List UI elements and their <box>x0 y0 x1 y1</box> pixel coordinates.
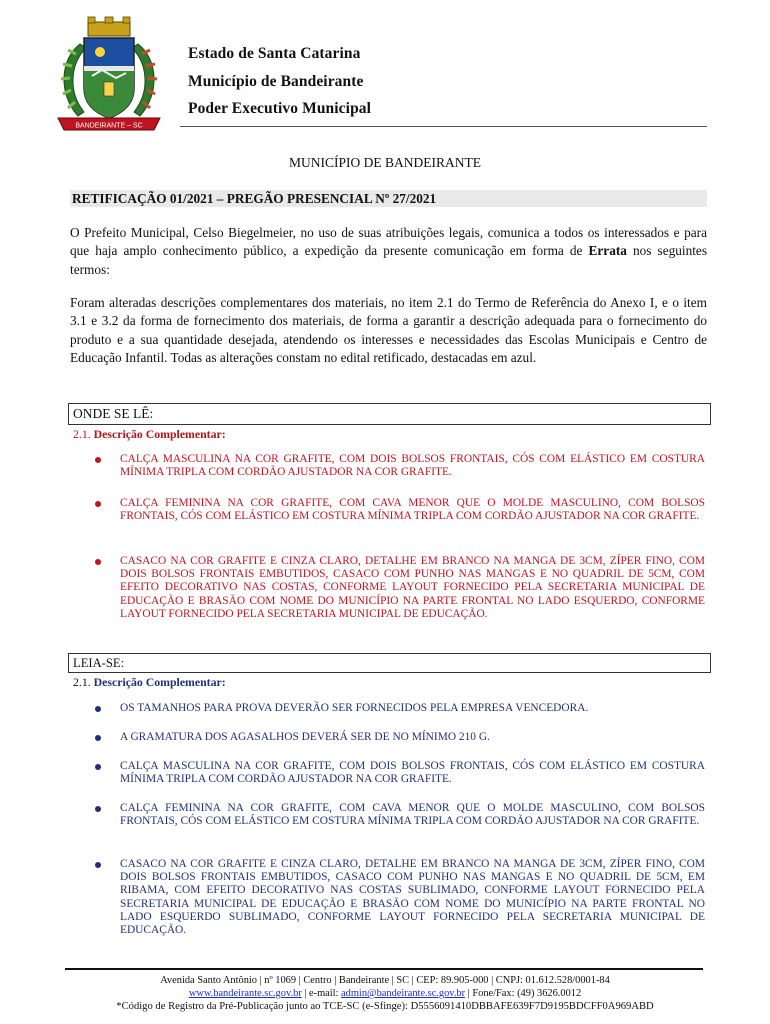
state-name: Estado de Santa Catarina <box>188 45 361 62</box>
executive-power: Poder Executivo Municipal <box>188 100 372 117</box>
header-titles <box>188 40 371 123</box>
onde-subheading: 2.1. Descrição Complementar: <box>73 427 226 441</box>
leia-se-heading: LEIA-SE: <box>68 653 711 673</box>
bullet-icon <box>95 806 101 812</box>
errata-bold: Errata <box>588 243 627 259</box>
crest-banner-text: BANDEIRANTE – SC <box>75 122 143 130</box>
footer-contacts: www.bandeirante.sc.gov.br | e-mail: admin@bandeirante.sc.gov.br | Fone/Fax: (49) 3626.0012 <box>188 988 582 999</box>
email-link[interactable]: admin@bandeirante.sc.gov.br <box>341 988 466 999</box>
bullet-icon <box>95 706 101 712</box>
document-page: BANDEIRANTE – SC Estado de Santa Catarina Município de Bandeirante Poder Executivo Municipal MUNICÍPIO DE BANDEIRANTE RETIFICAÇÃO 01/2021 – PREGÃO PRESENCIAL Nº 27/2021 O Prefeito Municipal, Celso Biegelmeier, no uso de suas atribuições legais, comunica a todos os interessados e para que haja amplo conhecimento público, a expedição da presente comunicação em forma de Errata nos seguintes termos: Foram alteradas descrições complementares dos materiais, no item 2.1 do Termo de Referência do Anexo I, e o item 3.1 e 3.2 da forma de fornecimento dos materiais, de forma a garantir a descrição adequada para o fornecimento do produto e a sua quantidade desejada, atendendo os interesses e necessidades das Escolas Municipais e Centro de Educação Infantil. Todas as alterações constam no edital retificado, destacadas em azul. ONDE SE LÊ: 2.1. Descrição Complementar: CALÇA MASCULINA NA COR GRAFITE, COM DOIS BOLSOS FRONTAIS, CÓS COM ELÁSTICO EM COSTURA MÍNIMA TRIPLA COM CORDÃO AJUSTADOR NA COR GRAFITE. CALÇA FEMININA NA COR GRAFITE, COM CAVA MENOR QUE O MOLDE MASCULINO, COM BOLSOS FRONTAIS, CÓS COM ELÁSTICO EM COSTURA MÍNIMA TRIPLA COM CORDÃO AJUSTADOR NA COR GRAFITE. CASACO NA COR GRAFITE E CINZA CLARO, DETALHE EM BRANCO NA MANGA DE 3CM, ZÍPER FINO, COM DOIS BOLSOS FRONTAIS EMBUTIDOS, CASACO COM PUNHO NAS MANGAS E NO QUADRIL DE 5CM, COM EFEITO DECORATIVO NAS COSTAS, CONFORME LAYOUT FORNECIDO PELA SECRETARIA MUNICIPAL DE EDUCAÇÃO E BRASÃO COM NOME DO MUNICÍPIO NA PARTE FRONTAL NO LADO ESQUERDO, CONFORME LAYOUT FORNECIDO PELA SECRETARIA MUNICIPAL DE EDUCAÇÃO. LEIA-SE: 2.1. Descrição Complementar: OS TAMANHOS PARA PROVA DEVERÃO SER FORNECIDOS PELA EMPRESA VENCEDORA. A GRAMATURA DOS AGASALHOS DEVERÁ SER DE NO MÍNIMO 210 G. CALÇA MASCULINA NA COR GRAFITE, COM DOIS BOLSOS FRONTAIS, CÓS COM ELÁSTICO EM COSTURA MÍNIMA TRIPLA COM CORDÃO AJUSTADOR NA COR GRAFITE. CALÇA FEMININA NA COR GRAFITE, COM CAVA MENOR QUE O MOLDE MASCULINO, COM BOLSOS FRONTAIS, CÓS COM ELÁSTICO EM COSTURA MÍNIMA TRIPLA COM CORDÃO AJUSTADOR NA COR GRAFITE. CASACO NA COR GRAFITE E CINZA CLARO, DETALHE EM BRANCO NA MANGA DE 3CM, ZÍPER FINO, COM DOIS BOLSOS FRONTAIS EMBUTIDOS, CASACO COM PUNHO NAS MANGAS E NO QUADRIL DE 5CM, EM RIBAMA, COM EFEITO DECORATIVO NAS COSTAS SUBLIMADO, CONFORME LAYOUT FORNECIDO PELA SECRETARIA MUNICIPAL DE EDUCAÇÃO E BRASÃO COM NOME DO MUNICÍPIO NA PARTE FRONTAL NO LADO ESQUERDO SUBLIMADO, CONFORME LAYOUT FORNECIDO PELA SECRETARIA MUNICIPAL DE EDUCAÇÃO. Avenida Santo Antônio | nº 1069 | Centro | Bandeirante | SC | CEP: 89.905-000 | CNPJ: 01.612.528/0001-84 www.bandeirante.sc.gov.br | e-mail: admin@bandeirante.sc.gov.br | Fone/Fax: (49) 3626.0012 *Código de Registro da Pré-Publicação junto ao TCE-SC (e-Sfinge): D5556091410DBBAFE639F7D9195BDCFF0A969ABD <box>0 0 770 1024</box>
bullet-icon <box>95 735 101 741</box>
intro-text: O Prefeito Municipal, Celso Biegelmeier, no uso de suas atribuições legais, comunica a todos os interessados e para que haja amplo conhecimento público, a expedição da presente comunicação em forma de <box>70 225 707 259</box>
footer-address: Avenida Santo Antônio | nº 1069 | Centro | Bandeirante | SC | CEP: 89.905-000 | CNPJ: 01.612.528/0001-84 <box>160 975 610 986</box>
bullet-icon <box>95 559 101 565</box>
bullet-icon <box>95 501 101 507</box>
onde-se-le-heading: ONDE SE LÊ: <box>68 403 711 425</box>
municipal-coat-of-arms-icon <box>50 14 168 134</box>
bullet-icon <box>95 457 101 463</box>
intro-paragraph <box>70 224 707 279</box>
retificacao-heading: RETIFICAÇÃO 01/2021 – PREGÃO PRESENCIAL Nº 27/2021 <box>70 190 707 207</box>
bullet-icon <box>95 764 101 770</box>
intro-text-end: nos seguintes termos: <box>70 243 708 277</box>
document-title: MUNICÍPIO DE BANDEIRANTE <box>289 155 481 170</box>
header-divider <box>180 126 707 127</box>
municipality-name: Município de Bandeirante <box>188 72 364 90</box>
changes-paragraph: Foram alteradas descrições complementares dos materiais, no item 2.1 do Termo de Referência do Anexo I, e o item 3.1 e 3.2 da forma de fornecimento dos materiais, de forma a garantir a descrição adequada para o fornecimento do produto e a sua quantidade desejada, atendendo os interesses e necessidades das Escolas Municipais e Centro de Educação Infantil. Todas as alterações constam no edital retificado, destacadas em azul. <box>70 295 707 365</box>
footer-registro: *Código de Registro da Pré-Publicação junto ao TCE-SC (e-Sfinge): D5556091410DBBAFE639F7D9195BDCFF0A969ABD <box>116 1001 654 1012</box>
website-link[interactable]: www.bandeirante.sc.gov.br <box>188 988 302 999</box>
footer-divider <box>65 968 703 970</box>
leia-subheading: 2.1. Descrição Complementar: <box>73 675 226 689</box>
bullet-icon <box>95 862 101 868</box>
